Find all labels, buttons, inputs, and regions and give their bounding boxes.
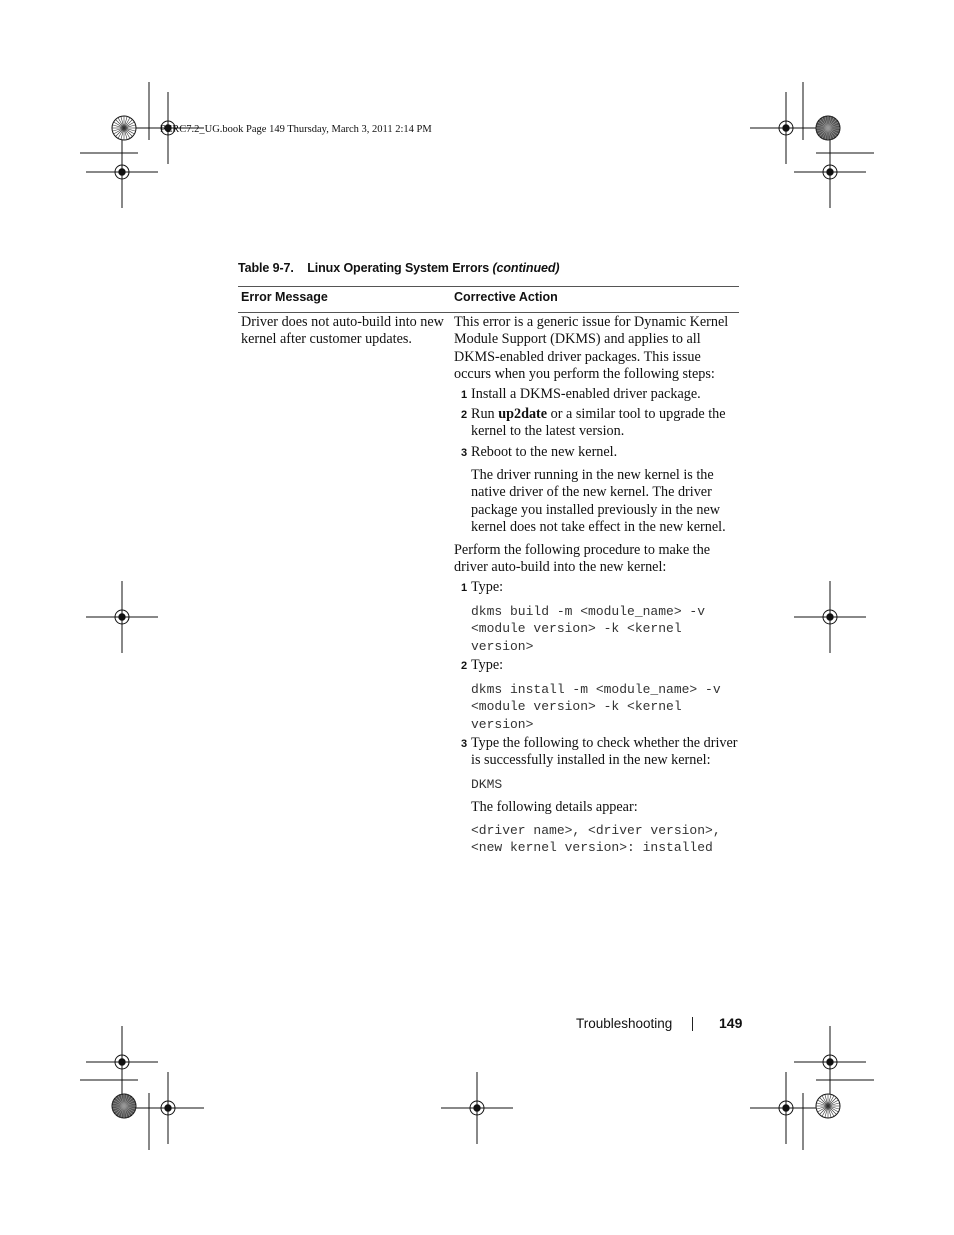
table-caption-continued: (continued) bbox=[492, 261, 560, 275]
column-header-corrective-action: Corrective Action bbox=[454, 290, 558, 304]
crosshair-mark-icon bbox=[441, 1072, 513, 1144]
step-number: 3 bbox=[461, 447, 468, 459]
list-item bbox=[461, 735, 741, 770]
code-dkms-install: dkms install -m <module_name> -v <module version> -k <kernel version> bbox=[471, 682, 721, 732]
step-number: 2 bbox=[461, 409, 468, 421]
table-header-rule bbox=[238, 312, 739, 313]
list-item bbox=[461, 406, 731, 441]
crosshair-mark-icon bbox=[794, 136, 866, 208]
list-item bbox=[461, 386, 741, 404]
list-item bbox=[461, 657, 503, 675]
crosshair-mark-icon bbox=[794, 1026, 866, 1098]
details-intro: The following details appear: bbox=[471, 799, 638, 815]
registration-rosette-icon bbox=[112, 116, 136, 140]
step-text: Type: bbox=[471, 579, 504, 595]
step-text: Type the following to check whether the driver is successfully installed in the new kernel: bbox=[471, 735, 738, 769]
corrective-intro: This error is a generic issue for Dynamic Kernel Module Support (DKMS) and applies to all DKMS-enabled driver packages. This issue occurs when you perform the following steps: bbox=[454, 314, 729, 382]
table-caption-title: Linux Operating System Errors bbox=[307, 261, 490, 275]
crosshair-mark-icon bbox=[86, 581, 158, 653]
step-number: 3 bbox=[461, 738, 468, 750]
crosshair-mark-icon bbox=[86, 1026, 158, 1098]
table-top-rule bbox=[238, 286, 739, 287]
footer-section-name: Troubleshooting bbox=[576, 1016, 673, 1031]
step-number: 1 bbox=[461, 582, 468, 594]
error-message-cell: Driver does not auto-build into new kernel after customer updates. bbox=[241, 314, 444, 348]
crosshair-mark-icon bbox=[750, 1072, 822, 1144]
step-number: 2 bbox=[461, 660, 468, 672]
registration-rosette-icon bbox=[112, 1094, 136, 1118]
page-number: 149 bbox=[719, 1015, 743, 1031]
command-up2date: up2date bbox=[498, 406, 548, 422]
book-header-line: PERC7.2_UG.book Page 149 Thursday, March 3, 2011 2:14 PM bbox=[160, 124, 432, 135]
registration-rosette-icon bbox=[816, 116, 840, 140]
list-item bbox=[461, 579, 503, 597]
procedure-intro: Perform the following procedure to make the driver auto-build into the new kernel: bbox=[454, 542, 711, 576]
step-text: Install a DKMS-enabled driver package. bbox=[471, 386, 701, 402]
crosshair-mark-icon bbox=[132, 1072, 204, 1144]
table-caption-number: Table 9-7. bbox=[238, 261, 294, 275]
step-text-pre: Run bbox=[471, 406, 499, 422]
step-note: The driver running in the new kernel is the native driver of the new kernel. The driver package you installed previously in the new kernel does not take effect in the new kernel. bbox=[471, 467, 726, 535]
crosshair-mark-icon bbox=[750, 92, 822, 164]
step-text: Reboot to the new kernel. bbox=[471, 444, 618, 460]
code-details-output: <driver name>, <driver version>, <new kernel version>: installed bbox=[471, 823, 721, 856]
footer-divider bbox=[692, 1017, 693, 1031]
step-text: Type: bbox=[471, 657, 504, 673]
column-header-error-message: Error Message bbox=[241, 290, 328, 304]
step-number: 1 bbox=[461, 389, 468, 401]
table-caption bbox=[238, 261, 559, 275]
code-dkms-status: DKMS bbox=[471, 777, 503, 792]
list-item bbox=[461, 444, 741, 462]
crosshair-mark-icon bbox=[794, 581, 866, 653]
code-dkms-build: dkms build -m <module_name> -v <module version> -k <kernel version> bbox=[471, 604, 706, 654]
registration-rosette-icon bbox=[816, 1094, 840, 1118]
step-text-post: or a similar tool to upgrade the kernel to the latest version. bbox=[471, 406, 726, 440]
crosshair-mark-icon bbox=[86, 136, 158, 208]
